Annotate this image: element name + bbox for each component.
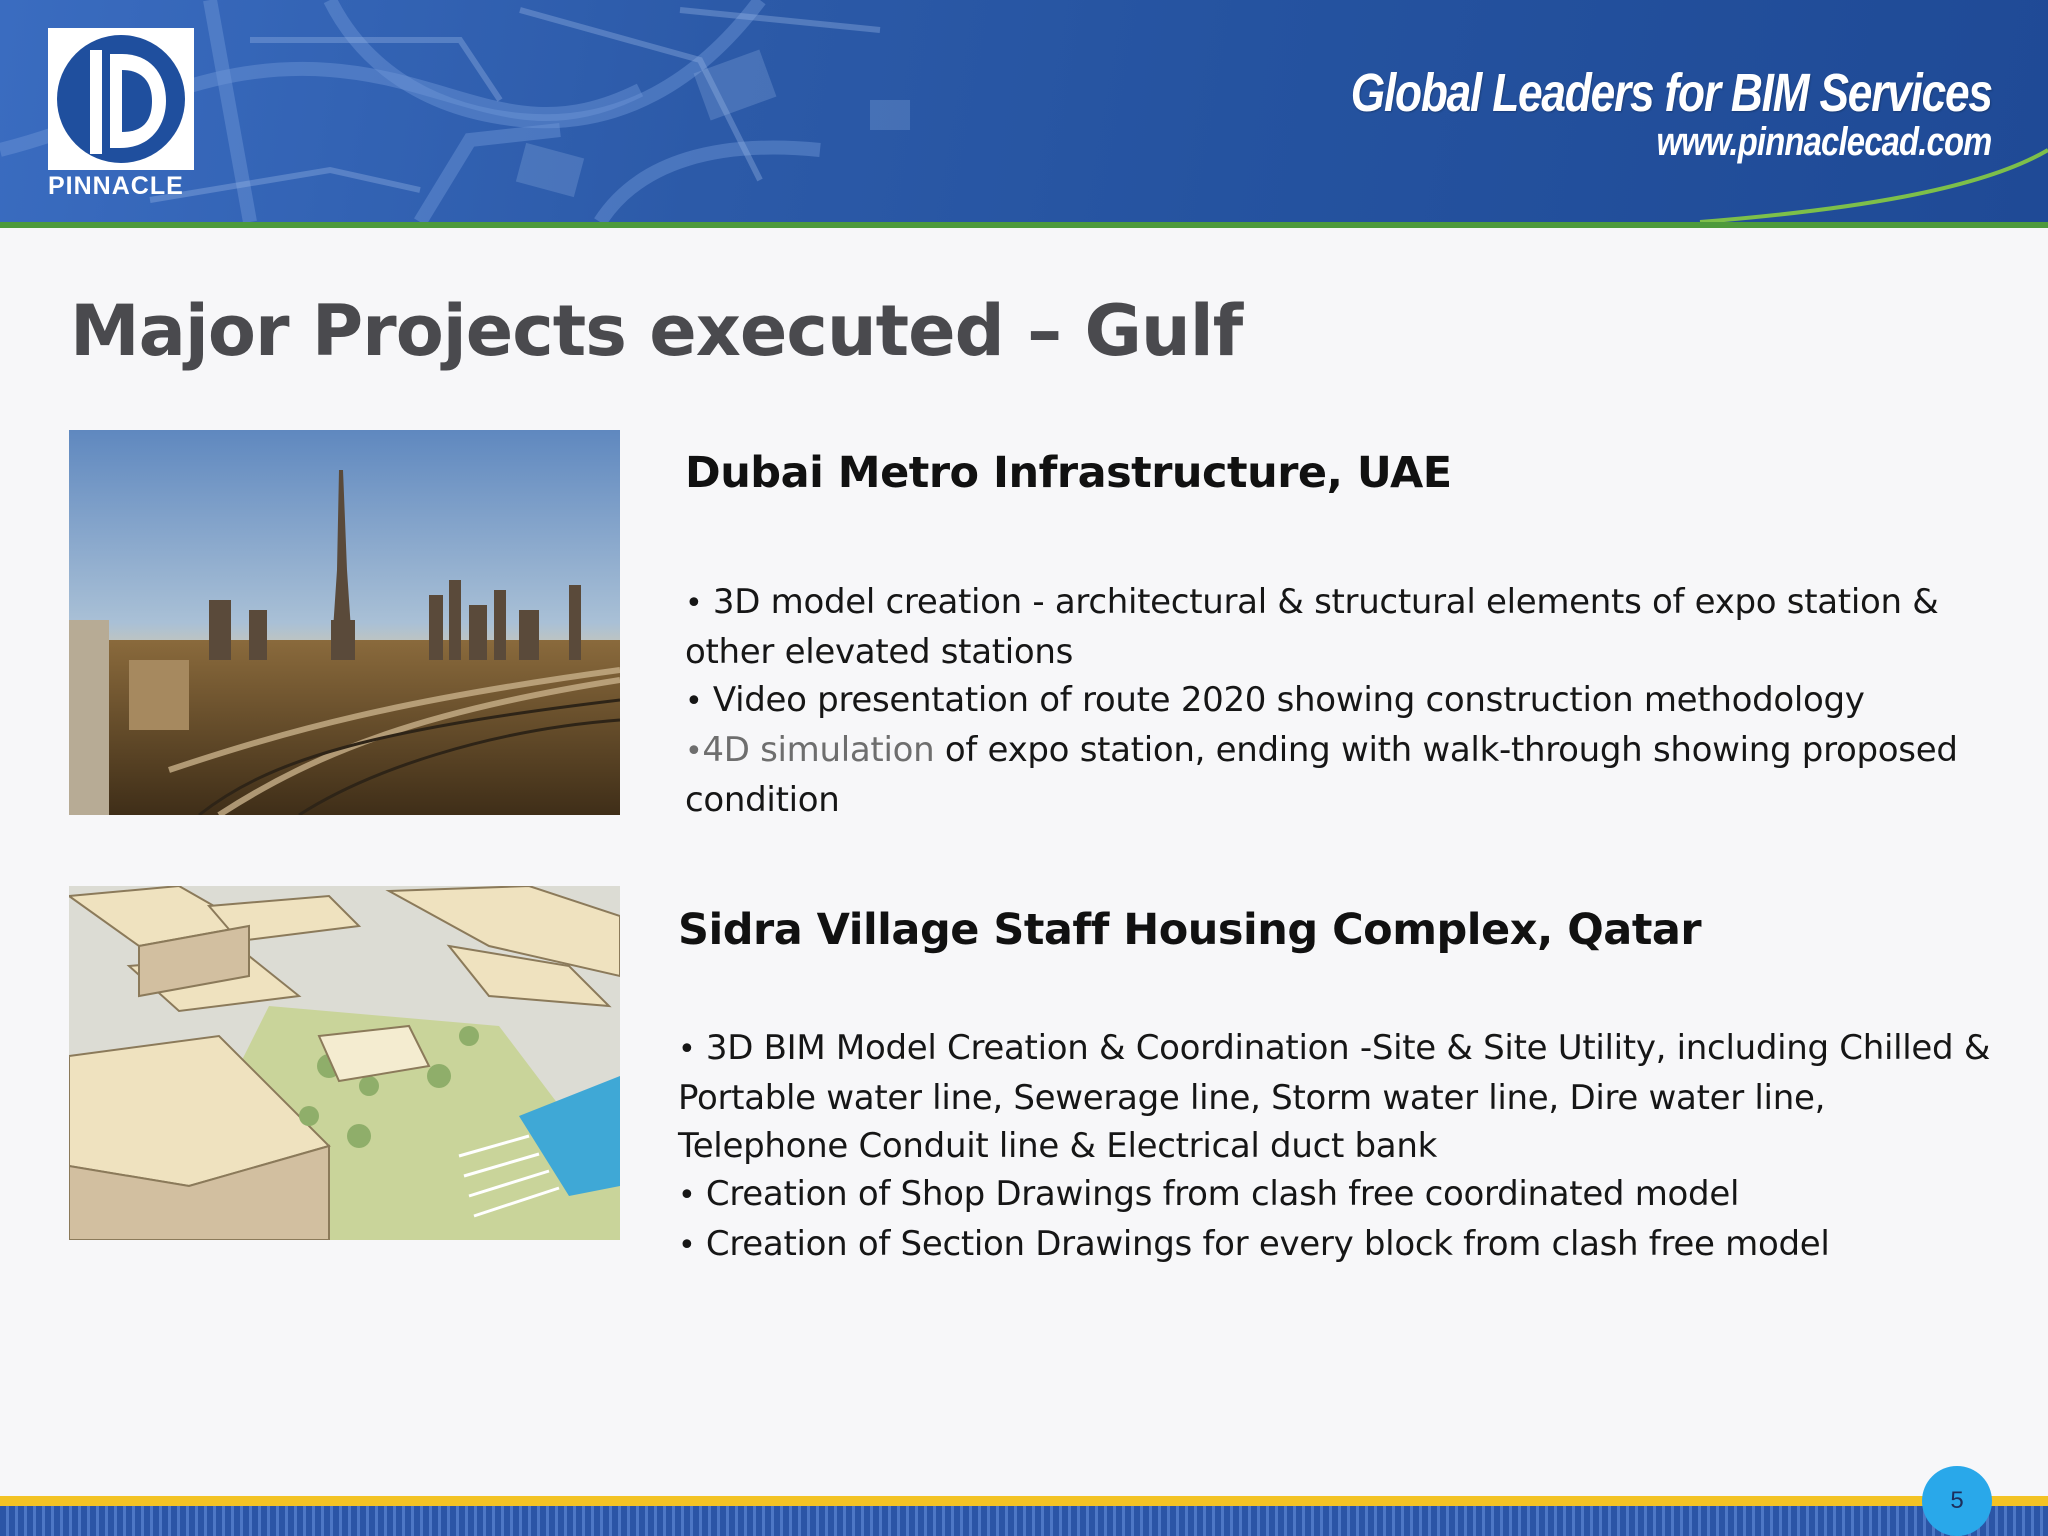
list-item: other elevated stations — [685, 632, 1074, 672]
project-title: Sidra Village Staff Housing Complex, Qatar — [678, 905, 1702, 955]
project-bullet-list — [685, 578, 2025, 824]
slide-title: Major Projects executed – Gulf — [70, 290, 1243, 372]
list-item: • Creation of Shop Drawings from clash free coordinated model — [678, 1174, 1740, 1214]
project-title: Dubai Metro Infrastructure, UAE — [685, 448, 1452, 498]
footer-bar — [0, 1506, 2048, 1536]
list-item: Portable water line, Sewerage line, Storm water line, Dire water line, — [678, 1078, 1826, 1118]
list-item: •4D simulation of expo station, ending with walk-through showing proposed — [685, 730, 1958, 770]
header-tagline: Global Leaders for BIM Services — [1350, 63, 1992, 123]
list-item: condition — [685, 780, 840, 820]
sidra-village-render — [69, 886, 620, 1240]
list-item: • Video presentation of route 2020 showing construction methodology — [685, 680, 1865, 720]
list-item: Telephone Conduit line & Electrical duct bank — [678, 1126, 1437, 1166]
logo-mark-icon — [48, 28, 194, 170]
project-bullet-list — [678, 1024, 2018, 1270]
list-item: • Creation of Section Drawings for every block from clash free model — [678, 1224, 1830, 1264]
pinnacle-logo — [48, 28, 194, 170]
header-banner — [0, 0, 2048, 222]
page-number-badge: 5 — [1922, 1466, 1992, 1536]
list-item: • 3D BIM Model Creation & Coordination -Site & Site Utility, including Chilled & — [678, 1028, 1991, 1068]
list-item: • 3D model creation - architectural & structural elements of expo station & — [685, 582, 1939, 622]
dubai-skyline-photo — [69, 430, 620, 815]
logo-text: PINNACLE — [48, 172, 184, 200]
header-website: www.pinnaclecad.com — [1657, 120, 1992, 164]
header-divider — [0, 222, 2048, 228]
